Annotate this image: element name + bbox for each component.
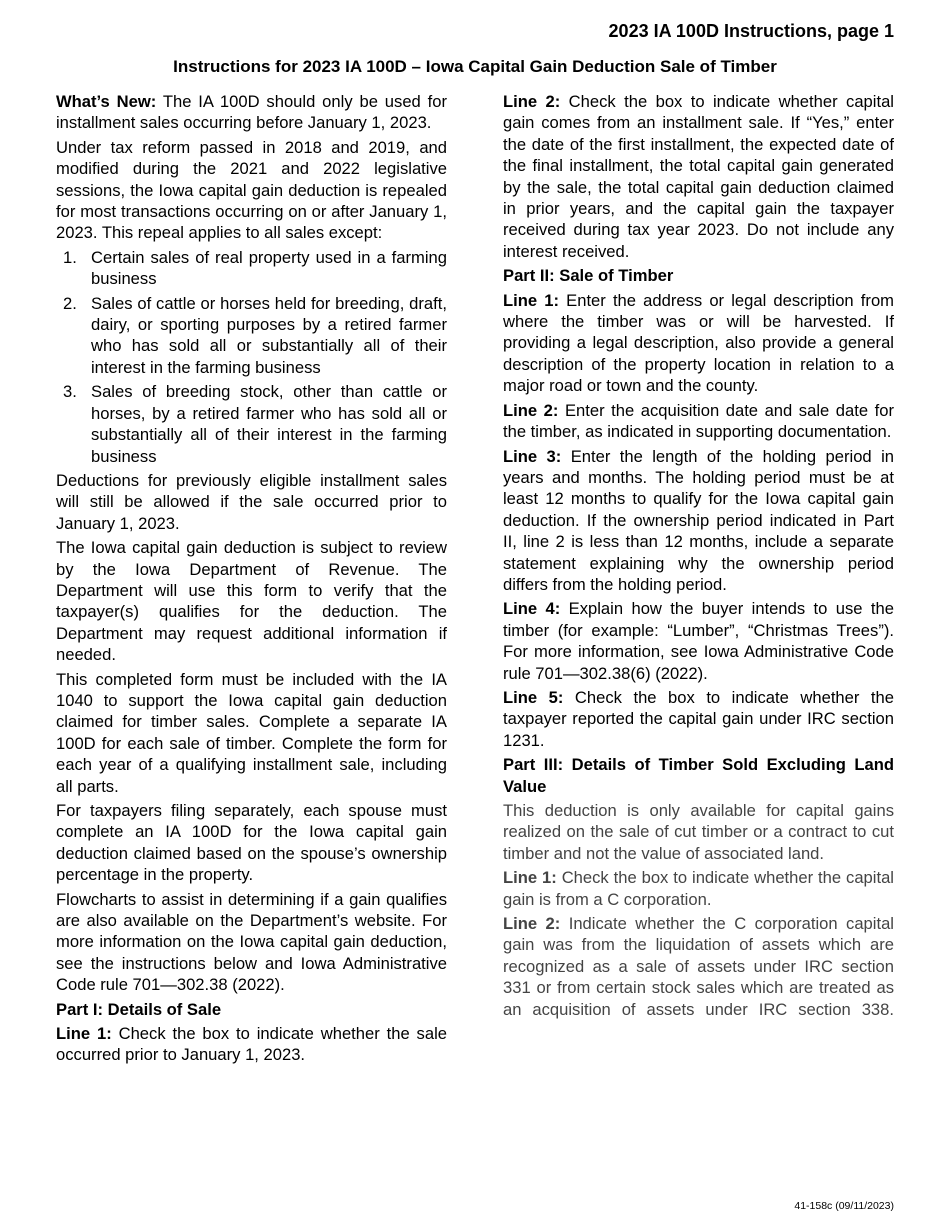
line-label: Line 2: — [503, 92, 561, 111]
list-text: Sales of breeding stock, other than cattle or horses, by a retired farmer who has sold all or substantially all of their interest in the farming business — [91, 382, 447, 466]
line-label: Line 3: — [503, 446, 562, 466]
list-number: 2. — [63, 293, 77, 313]
line-label: Line 1: — [56, 1024, 112, 1044]
completed-form-paragraph: This completed form must be included with the IA 1040 to support the Iowa capital gain deduction claimed for timber sales. Complete a separate IA 100D for each sale of timber. Complete the form for each year of a qualifying installment sale, including all parts. — [56, 669, 447, 796]
left-column — [56, 91, 447, 1069]
line-text: Indicate whether the C corporation capital gain was from the liquidation of assets which are recognized as a sale of assets under IRC section 331 or from certain stock sales which are treated as an acquisition of assets under IRC section 338. — [503, 914, 894, 1019]
line-text: Enter the address or legal description from where the timber was or will be harvested. If providing a legal description, also provide a general description of the property location in relation to a major road or town and the county. — [503, 290, 894, 396]
list-text: Certain sales of real property used in a farming business — [91, 247, 447, 289]
form-number-footer: 41-158c (09/11/2023) — [794, 1200, 894, 1212]
list-number: 3. — [63, 382, 77, 402]
whats-new-paragraph — [56, 91, 447, 134]
part3-intro: This deduction is only available for capital gains realized on the sale of cut timber or a contract to cut timber and not the value of associated land. — [503, 801, 894, 863]
part3-line1 — [503, 867, 894, 910]
part3-line2 — [503, 913, 894, 1041]
review-paragraph: The Iowa capital gain deduction is subject to review by the Iowa Department of Revenue. The Department will use this form to verify that the taxpayer(s) qualifies for the deduction. The Department may request additional information if needed. — [56, 538, 447, 665]
line-label: Line 5: — [503, 687, 564, 707]
whats-new-label: What’s New: — [56, 92, 157, 111]
list-item — [56, 247, 447, 290]
separately-paragraph: For taxpayers filing separately, each spouse must complete an IA 100D for the Iowa capital gain deduction claimed based on the spouse’s ownership percentage in the property. — [56, 801, 447, 885]
part2-line5 — [503, 687, 894, 751]
line-text: Check the box to indicate whether the sale occurred prior to January 1, 2023. — [56, 1024, 447, 1065]
part2-line3 — [503, 446, 894, 596]
line-label: Line 2: — [503, 914, 561, 934]
list-item — [56, 293, 447, 379]
page-title: Instructions for 2023 IA 100D – Iowa Capital Gain Deduction Sale of Timber — [173, 57, 777, 76]
part3-heading: Part III: Details of Timber Sold Excluding Land Value — [503, 755, 894, 796]
list-number: 1. — [63, 247, 77, 267]
line-text: Explain how the buyer intends to use the timber (for example: “Lumber”, “Christmas Trees”). For more information, see Iowa Administrative Code rule 701—302.38(6) (2022). — [503, 599, 894, 683]
exceptions-list — [56, 247, 447, 467]
deductions-paragraph: Deductions for previously eligible installment sales will still be allowed if the sale occurred prior to January 1, 2023. — [56, 470, 447, 533]
line-label: Line 1: — [503, 868, 557, 888]
part1-heading: Part I: Details of Sale — [56, 999, 222, 1019]
part2-heading: Part II: Sale of Timber — [503, 266, 674, 286]
part2-line1 — [503, 290, 894, 397]
line-label: Line 2: — [503, 400, 559, 420]
whats-new-text: The IA 100D should only be used for installment sales occurring before January 1, 2023. — [56, 92, 447, 133]
line-text: Check the box to indicate whether the taxpayer reported the capital gain under IRC section 1231. — [503, 687, 894, 750]
list-text: Sales of cattle or horses held for breeding, draft, dairy, or sporting purposes by a retired farmer who has sold all or substantially all of their interest in the farming business — [91, 293, 447, 377]
line-text: Check the box to indicate whether capital gain comes from an installment sale. If “Yes,” enter the date of the first installment, the expected date of the final installment, the total capital gain generated by the sale, the total capital gain deduction claimed in prior years, and the capital gain the taxpayer received during tax year 2023. Do not include any interest received. — [503, 92, 894, 261]
part1-line2 — [503, 91, 894, 262]
line-text: Enter the acquisition date and sale date for the timber, as indicated in supporting documentation. — [503, 400, 894, 442]
part2-line2 — [503, 400, 894, 443]
part2-line4 — [503, 598, 894, 684]
line-text: Enter the length of the holding period in years and months. The holding period must be at least 12 months to qualify for the Iowa capital gain deduction. If the ownership period indicated in Part II, line 2 is less than 12 months, include a separate statement explaining why the ownership period differs from the holding period. — [503, 446, 894, 594]
line-text: Check the box to indicate whether the capital gain is from a C corporation. — [503, 868, 894, 909]
line-label: Line 1: — [503, 290, 560, 310]
page-header: 2023 IA 100D Instructions, page 1 — [608, 21, 894, 41]
tax-reform-paragraph: Under tax reform passed in 2018 and 2019, and modified during the 2021 and 2022 legislative sessions, the Iowa capital gain deduction is repealed for most transactions occurring on or after January 1, 2023. This repeal applies to all sales except: — [56, 137, 447, 243]
flowcharts-paragraph: Flowcharts to assist in determining if a gain qualifies are also available on the Department’s website. For more information on the Iowa capital gain deduction, see the instructions below and Iowa Administrative Code rule 701—302.38 (2022). — [56, 889, 447, 995]
right-column — [503, 91, 894, 1044]
part1-line1 — [56, 1023, 447, 1066]
line-label: Line 4: — [503, 599, 561, 619]
list-item — [56, 381, 447, 467]
